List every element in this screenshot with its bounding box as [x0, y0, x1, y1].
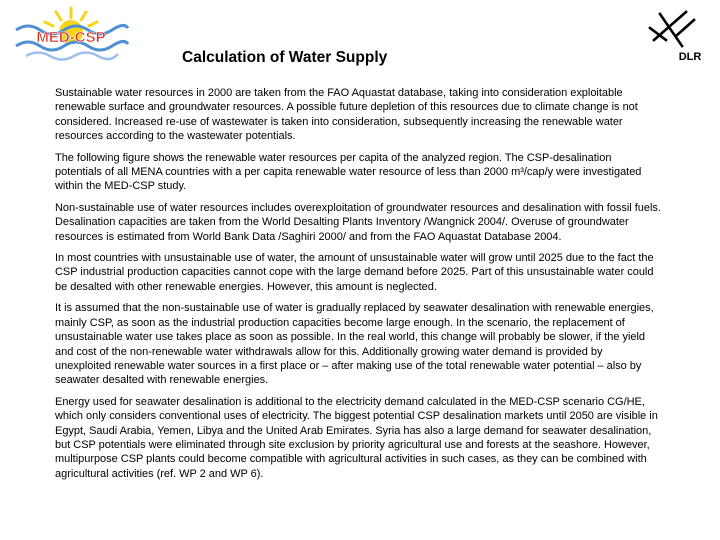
paragraph-unsustainable-growth: In most countries with unsustainable use of water, the amount of unsustainable water will grow until 2025 due to the fact the CSP industrial production capacities cannot cope with the large demand before 2025. Part of this unsustainable water could be desalted with other renewable energies. However, this amount is neglected. [55, 252, 654, 293]
paragraph-non-sustainable-use: Non-sustainable use of water resources includes overexploitation of groundwater resources and desalination with fossil fuels. Desalination capacities are taken from the World Desalting Plants Inventory /Wangnick 2004/. Overuse of groundwater resources is estimated from World Bank Data /Saghiri 2000/ and from the FAO Aquastat Database 2004. [55, 201, 661, 243]
slide-title: Calculation of Water Supply [182, 49, 388, 66]
paragraph-per-capita-figure: The following figure shows the renewable water resources per capita of the analyzed region. The CSP-desalination potentials of all MENA countries with a per capita renewable water resource of less than 2000 m³/cap/y were investigated within the MED-CSP study. [55, 151, 642, 193]
slide-body [55, 86, 661, 488]
med-csp-logo-text: MED-CSP [36, 29, 106, 46]
sun-wave-logo-icon [12, 2, 130, 66]
med-csp-logo [12, 2, 130, 66]
dlr-logo-icon [646, 6, 708, 64]
paragraph-water-resources: Sustainable water resources in 2000 are taken from the FAO Aquastat database, taking into consideration exploitable renewable surface and groundwater resources. A possible future depletion of this resources due to climate change is not considered. Increased re-use of wastewater is taken into consideration, subsequently increasing the renewable water resources according to the wastewater potentials. [55, 87, 638, 143]
paragraph-desalination-energy: Energy used for seawater desalination is additional to the electricity demand calculated in the MED-CSP scenario CG/HE, which only considers conventional uses of electricity. The biggest potential CSP desalination markets until 2050 are visible in Egypt, Saudi Arabia, Yemen, Libya and the United Arab Emirates. Syria has also a large demand for seawater desalination, but CSP potentials were eliminated through site exclusion by priority agricultural use and forests at the seashore. However, multipurpose CSP plants could become compatible with agricultural activities in such cases, as they can be combined with agricultural activities (ref. WP 2 and WP 6). [55, 395, 658, 480]
dlr-logo [646, 6, 708, 64]
dlr-logo-text: DLR [678, 51, 702, 63]
paragraph-replacement-assumption: It is assumed that the non-sustainable use of water is gradually replaced by seawater desalination with renewable energies, mainly CSP, as soon as the industrial production capacities become large enough. In the scenario, the replacement of unsustainable water use takes place as soon as possible. In the real world, this change will probably be slower, if the yield and cost of the non-renewable water withdrawals allow for this. Additionally growing water demand is provided by unexploited renewable water sources in a first place or – after making use of the total renewable water potential – also by seawater desalted with renewable energies. [55, 302, 654, 387]
